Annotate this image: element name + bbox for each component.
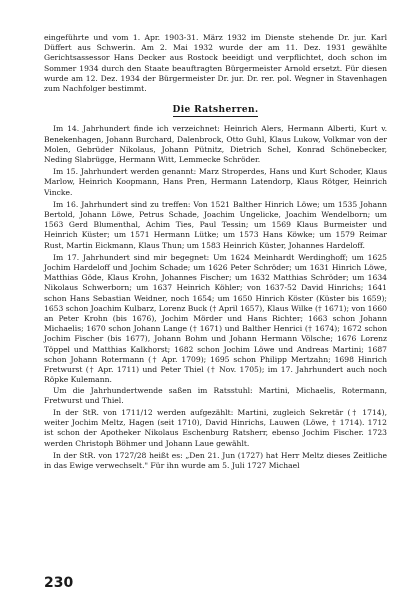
paragraph-14th-century: Im 14. Jahrhundert finde ich verzeichnet: Heinrich Alers, Hermann Alberti, Kurt v. Benekenhagen, Johann Burchard, Dalenbrock, Otto Guhl, Klaus Lukow, Volkmar von der Molen, Gebrüder Nikolaus, Johann Pütnitz, Dietrich Schel, Konrad Schönebecker, Neding Slabrügge, Hermann Witt, Lemmecke Schröder. — [44, 124, 387, 165]
paragraph-1727-28: In der StR. von 1727/28 heißt es: „Den 21. Jun (1727) hat Herr Meltz dieses Zeitliche in das Ewige verwechselt." Für ihn wurde am 5. Juli 1727 Michael — [44, 450, 387, 470]
paragraph-16th-century: Im 16. Jahrhundert sind zu treffen: Von 1521 Balther Hinrich Löwe; um 1535 Johann Bertold, Johann Löwe, Petrus Schade, Joachim Ungelicke, Joachim Wendelborn; um 1563 Gerd Blumenthal, Achim Ties, Paul Tessin; um 1569 Klaus Burmeister und Heinrich Küster; um 1571 Hermann Lütke; um 1573 Hans Köwke; um 1579 Reimar Rust, Martin Eickmann, Klaus Thun; um 1583 Heinrich Küster, Johannes Hardeloff. — [44, 199, 387, 250]
paragraph-1711-12: In der StR. von 1711/12 werden aufgezählt: Martini, zugleich Sekretär († 1714), weiter Jochim Meltz, Hagen (seit 1710), David Hinrichs, Lauwen (Löwe, † 1714). 1712 ist schon der Apotheker Nikolaus Eschenburg Ratsherr, ebenso Jochim Fischer. 1723 werden Christoph Böhmer und Johann Laue gewählt. — [44, 407, 387, 448]
paragraph-15th-century: Im 15. Jahrhundert werden genannt: Marz Stroperdes, Hans und Kurt Schoder, Klaus Marlow, Heinrich Koopmann, Hans Pren, Hermann Latendorp, Klaus Rötger, Heinrich Vincke. — [44, 167, 387, 197]
section-heading — [44, 105, 387, 115]
paragraph-turn-of-century: Um die Jahrhundertwende saßen im Ratsstuhl: Martini, Michaelis, Rotermann, Fretwurst und Thiel. — [44, 385, 387, 405]
section-heading-text: Die Ratsherren. — [172, 105, 259, 116]
page-number: 230 — [44, 575, 74, 591]
intro-paragraph: eingeführte und vom 1. Apr. 1903-31. März 1932 im Dienste stehende Dr. jur. Karl Düffert aus Schwerin. Am 2. Mai 1932 wurde der am 11. Dez. 1931 gewählte Gerichtsassessor Hans Decker aus Rostock beeidigt und verpflichtet, doch schon im Sommer 1934 durch den Staate beauftragten Bürgermeister Arnold ersetzt. Für diesen wurde am 12. Dez. 1934 der Bürgermeister Dr. jur. Dr. rer. pol. Wegner in Stavenhagen zum Nachfolger bestimmt. — [44, 33, 387, 94]
page-body — [44, 33, 387, 471]
paragraph-17th-century: Im 17. Jahrhundert sind mir begegnet: Um 1624 Meinhardt Werdinghoff; um 1625 Jochim Hardeloff und Jochim Schade; um 1626 Peter Schröder; um 1631 Hinrich Löwe, Matthias Göde, Klaus Krohn, Johannes Fischer; um 1632 Matthias Schröder; um 1634 Nikolaus Schwerborn; um 1637 Heinrich Köhler; von 1637-52 David Hinrichs; 1641 schon Hans Sebastian Weidner, noch 1654; um 1650 Hinrich Köster (Küster bis 1659); 1653 schon Joachim Kulbarz, Lorenz Buck († April 1657), Klaus Wilke († 1671); von 1660 an Peter Krohn (bis 1676), Jochim Mörder und Hans Richter; 1663 schon Johann Michaelis; 1670 schon Johann Lange († 1671) und Balther Henrici († 1674); 1672 schon Jochim Fischer (bis 1677), Johann Bohm und Johann Hermann Völsche; 1676 Lorenz Töppel und Matthias Kalkhorst; 1682 schon Jochim Löwe und Andreas Martini; 1687 schon Johann Rotermann († Apr. 1709); 1695 schon Philipp Mertzahn; 1698 Hinrich Fretwurst († Apr. 1711) und Peter Thiel († Nov. 1705); im 17. Jahrhundert auch noch Röpke Kulemann. — [44, 252, 387, 385]
